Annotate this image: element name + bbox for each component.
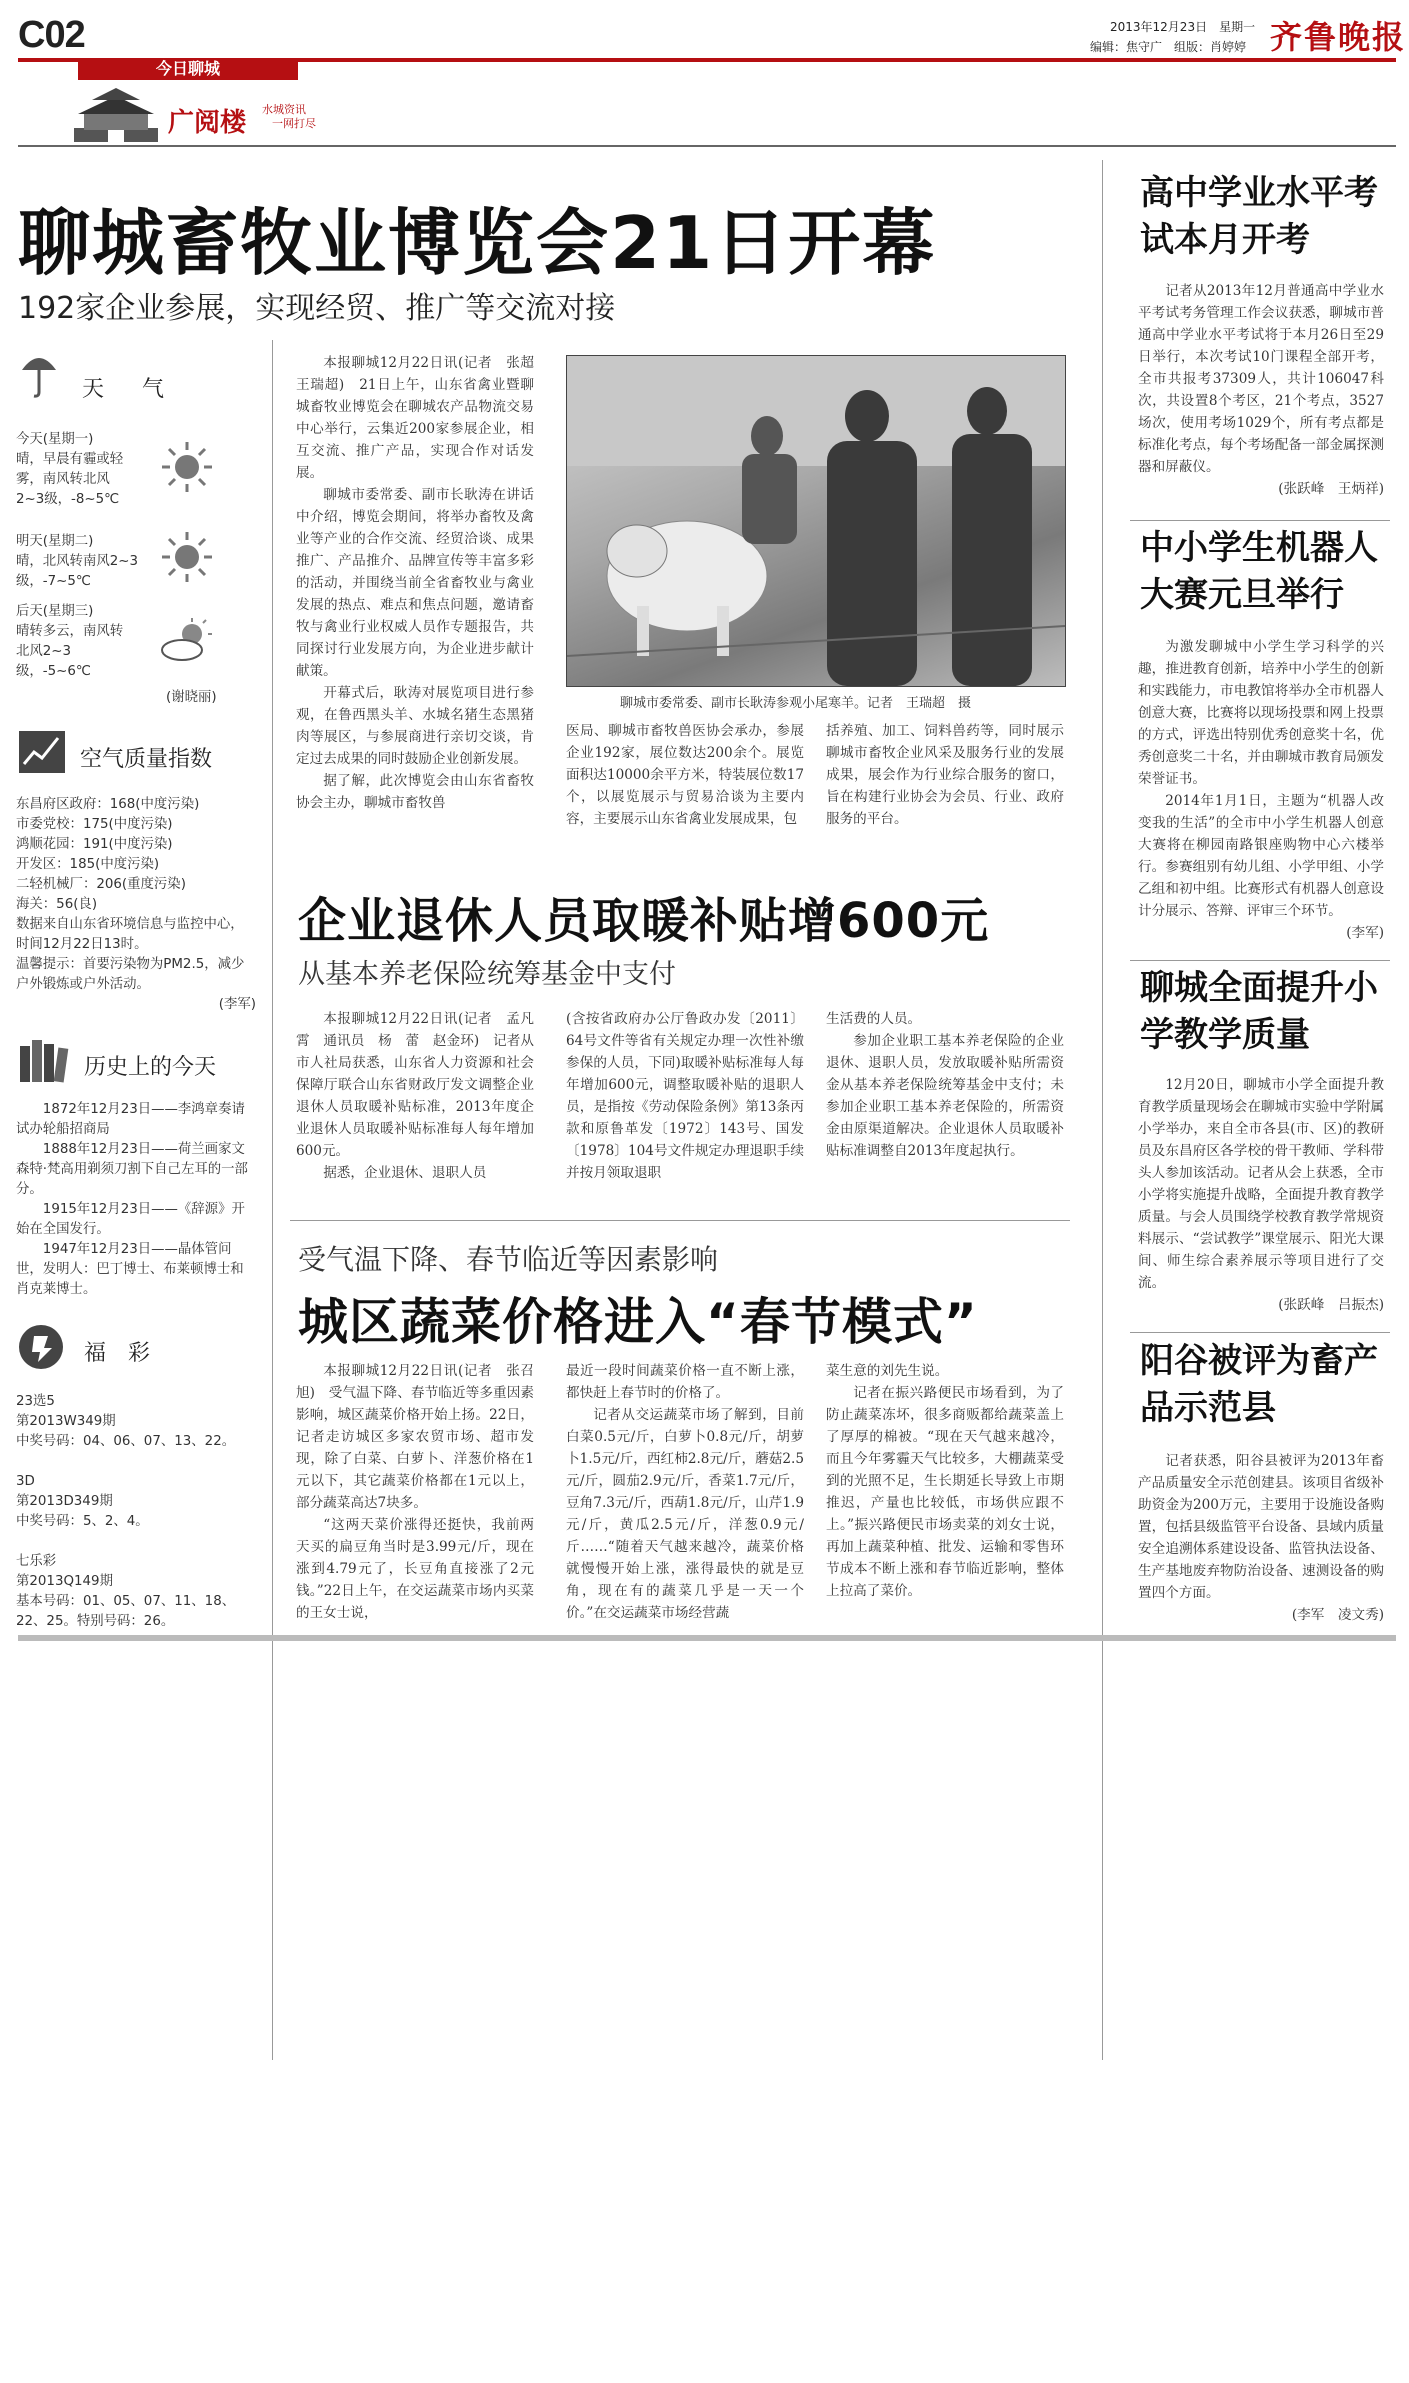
air-item: 鸿顺花园：191(中度污染): [16, 837, 173, 852]
weather-tomorrow-text: 晴，北风转南风2~3级，-7~5℃: [16, 554, 138, 589]
lead-body-col1: [296, 352, 548, 814]
subsidy-col1: [296, 1008, 534, 1184]
weather-byline: (谢晓丽): [166, 690, 217, 705]
lottery-game-name: 七乐彩: [16, 1554, 57, 1569]
right-byline: (张跃峰 吕振杰): [1278, 1297, 1384, 1313]
veg-col3: [826, 1360, 1064, 1602]
lottery-numbers: 中奖号码：04、06、07、13、22。: [16, 1434, 236, 1449]
air-item: 二轻机械厂：206(重度污染): [16, 877, 186, 892]
lottery-game-name: 23选5: [16, 1394, 55, 1409]
lead-subhead: 192家企业参展，实现经贸、推广等交流对接: [18, 291, 616, 326]
umbrella-icon: [20, 350, 58, 398]
right-article-2-title: 中小学生机器人大赛元旦举行: [1140, 528, 1378, 615]
column-slogan-2: 一网打尽: [272, 117, 316, 130]
header-rule: [18, 145, 1396, 147]
veg-col1: [296, 1360, 534, 1624]
right-article-1-body: [1138, 280, 1384, 500]
right-article-2-body: [1138, 636, 1384, 944]
editor-line: 编辑：焦守广 组版：肖婷婷: [1090, 40, 1247, 54]
veg-paragraph: 最近一段时间蔬菜价格一直不断上涨，都快赶上春节时的价格了。: [566, 1363, 804, 1401]
sun-icon: [160, 440, 214, 494]
subsidy-headline: 企业退休人员取暖补贴增600元: [298, 893, 990, 949]
veg-headline: 城区蔬菜价格进入“春节模式”: [298, 1293, 978, 1351]
lottery-issue: 第2013W349期: [16, 1414, 116, 1429]
weather-today-text: 晴，早晨有霾或轻雾，南风转北风2~3级，-8~5℃: [16, 452, 124, 507]
lottery-issue: 第2013D349期: [16, 1494, 113, 1509]
history-title: 历史上的今天: [84, 1055, 217, 1080]
veg-col2: [566, 1360, 804, 1624]
air-item: 开发区：185(中度污染): [16, 857, 160, 872]
lead-paragraph: 开幕式后，耿涛对展览项目进行参观，在鲁西黑头羊、水城名猪生态黑猪肉等展区，与参展商进行亲切交谈，肯定过去成果的同时鼓励企业创新发展。: [296, 685, 534, 767]
right-column-divider: [1102, 160, 1103, 2060]
column-slogan: [262, 103, 316, 131]
lead-headline: 聊城畜牧业博览会21日开幕: [18, 201, 937, 285]
subsidy-paragraph: 参加企业职工基本养老保险的企业退休、退职人员，发放取暖补贴所需资金从基本养老保险统筹基金中支付；未参加企业职工基本养老保险的，所需资金由原渠道解决。企业退休人员取暖补贴标准调整自2013年度起执行。: [826, 1033, 1064, 1159]
weather-after: [16, 602, 136, 682]
right-article-3-body: [1138, 1074, 1384, 1316]
right-paragraph: 2014年1月1日，主题为“机器人改变我的生活”的全市中小学生机器人创意大赛将在柳园南路银座购物中心六楼举行。参赛组别有幼儿组、小学甲组、小学乙组和初中组。比赛形式有机器人创意设计分展示、答辩、评审三个环节。: [1138, 793, 1384, 919]
weather-tomorrow: [16, 532, 146, 592]
veg-paragraph: “这两天菜价涨得还挺快，我前两天买的扁豆角当时是3.99元/斤，现在涨到4.79元了，长豆角直接涨了2元钱。”22日上午，在交运蔬菜市场内买菜的王女士说，: [296, 1517, 534, 1621]
lead-paragraph: 医局、聊城市畜牧兽医协会承办，参展企业192家，展位数达200余个。展览面积达10000余平方米，特装展位数17个，以展览展示与贸易洽谈为主要内容，主要展示山东省禽业发展成果，包: [566, 723, 804, 827]
air-tip: 温馨提示：首要污染物为PM2.5，减少户外锻炼或户外活动。: [16, 957, 245, 992]
right-divider: [1130, 960, 1390, 961]
right-byline: (李军 凌文秀): [1291, 1607, 1384, 1623]
subsidy-col2: [566, 1008, 804, 1184]
subsidy-subhead: 从基本养老保险统筹基金中支付: [298, 959, 676, 990]
right-divider: [1130, 520, 1390, 521]
sun-icon: [160, 530, 214, 584]
subsidy-col3: [826, 1008, 1064, 1162]
weather-title: 天 气: [82, 377, 173, 402]
air-note: 数据来自山东省环境信息与监控中心，时间12月22日13时。: [16, 917, 244, 952]
right-article-4-title: 阳谷被评为畜产品示范县: [1140, 1341, 1378, 1428]
weather-today-label: 今天(星期一): [16, 432, 94, 447]
weather-today: [16, 430, 136, 510]
lottery-numbers: 基本号码：01、05、07、11、18、22、25。特别号码：26。: [16, 1594, 236, 1629]
lottery-issue: 第2013Q149期: [16, 1574, 113, 1589]
history-item: 1888年12月23日——荷兰画家文森特·梵高用剃须刀割下自己左耳的一部分。: [16, 1142, 248, 1197]
veg-paragraph: 记者从交运蔬菜市场了解到，目前白菜0.5元/斤，白萝卜0.8元/斤，胡萝卜1.5元/斤，西红柿2.8元/斤，蘑菇2.5元/斤，圆茄2.9元/斤，香菜1.7元/斤，豆角7.3元/斤，西葫1.8元/斤，山芹1.9元/斤，黄瓜2.5元/斤，洋葱0.9元/斤……“随着天气越来越冷，蔬菜价格就慢慢开始上涨，涨得最快的就是豆角，现在有的蔬菜几乎是一天一个价。”在交运蔬菜市场经营蔬: [566, 1407, 804, 1621]
lottery-numbers: 中奖号码：5、2、4。: [16, 1514, 149, 1529]
lead-body-col3: [826, 720, 1064, 830]
subsidy-paragraph: (含按省政府办公厅鲁政办发〔2011〕64号文件等省有关规定办理一次性补缴参保的人员，下同)取暖补贴标准每人每年增加600元，调整取暖补贴的退职人员，是指按《劳动保险条例》第13条丙款和原鲁革发〔1972〕143号、国发〔1978〕104号文件规定办理退职手续并按月领取退职: [566, 1011, 804, 1181]
lottery-block: [16, 1392, 256, 1632]
left-column-divider: [272, 340, 273, 2060]
lead-photo: [566, 355, 1066, 687]
right-article-3-title: 聊城全面提升小学教学质量: [1140, 968, 1378, 1055]
veg-paragraph: 记者在振兴路便民市场看到，为了防止蔬菜冻坏，很多商贩都给蔬菜盖上了厚厚的棉被。“现在天气越来越冷，而且今年雾霾天气比较多，大棚蔬菜受到的光照不足，生长期延长导致上市期推迟，产量也比较低，市场供应跟不上。”振兴路便民市场卖菜的刘女士说，再加上蔬菜种植、批发、运输和零售环节成本不断上涨和春节临近影响，整体上拉高了菜价。: [826, 1385, 1064, 1599]
history-list: [16, 1100, 256, 1300]
lottery-game-name: 3D: [16, 1474, 35, 1489]
column-slogan-1: 水城资讯: [262, 103, 306, 116]
lottery-icon: [18, 1324, 64, 1370]
air-item: 海关：56(良): [16, 897, 98, 912]
section-divider: [290, 1220, 1070, 1221]
chart-icon: [18, 730, 66, 774]
air-list: [16, 795, 256, 1015]
veg-kicker: 受气温下降、春节临近等因素影响: [298, 1243, 719, 1276]
weather-after-label: 后天(星期三): [16, 604, 94, 619]
lottery-title: 福 彩: [84, 1341, 151, 1366]
right-byline: (李军): [1346, 925, 1384, 941]
lead-paragraph: 括养殖、加工、饲料兽药等，同时展示聊城市畜牧企业风采及服务行业的发展成果，展会作为行业综合服务的窗口，旨在构建行业协会为会员、行业、政府服务的平台。: [826, 723, 1064, 827]
newspaper-logo: 齐鲁晚报: [1270, 18, 1407, 56]
right-paragraph: 12月20日，聊城市小学全面提升教育教学质量现场会在聊城市实验中学附属小学举办，来自全市各县(市、区)的教研员及东昌府区各学校的骨干教师、学科带头人参加该活动。记者从会上获悉，全市小学将实施提升战略，全面提升教育教学质量。与会人员围绕学校教育教学常规资料展示、“尝试教学”课堂展示、阳光大课间、师生综合素养展示等项目进行了交流。: [1138, 1077, 1384, 1291]
right-paragraph: 记者获悉，阳谷县被评为2013年畜产品质量安全示范创建县。该项目省级补助资金为200万元，主要用于设施设备购置，包括县级监管平台设备、县域内质量安全追溯体系建设设备、监管执法设备、生产基地废弃物防治设备、速测设备的购置四个方面。: [1138, 1453, 1384, 1601]
air-byline: (李军): [218, 997, 256, 1012]
city-gate-icon: [70, 88, 162, 142]
veg-paragraph: 本报聊城12月22日讯(记者 张召旭) 受气温下降、春节临近等多重因素影响，城区蔬菜价格开始上扬。22日，记者走访城区多家农贸市场、超市发现，除了白菜、白萝卜、洋葱价格在1元以下，其它蔬菜价格都在1元以上，部分蔬菜高达7块多。: [296, 1363, 534, 1511]
lead-paragraph: 据了解，此次博览会由山东省畜牧协会主办，聊城市畜牧兽: [296, 773, 534, 811]
right-article-4-body: [1138, 1450, 1384, 1626]
right-article-1-title: 高中学业水平考试本月开考: [1140, 173, 1378, 260]
right-paragraph: 为激发聊城中小学生学习科学的兴趣，推进教育创新，培养中小学生的创新和实践能力，市电教馆将举办全市机器人创意大赛，比赛将以现场投票和网上投票的方式，评选出特别优秀创意奖十名，优秀创意奖二十名，并由聊城市教育局颁发荣誉证书。: [1138, 639, 1384, 787]
history-item: 1947年12月23日——晶体管问世，发明人：巴丁博士、布莱顿博士和肖克莱博士。: [16, 1242, 244, 1297]
right-divider: [1130, 1332, 1390, 1333]
date-line: 2013年12月23日 星期一: [1110, 20, 1256, 34]
footer-rule: [18, 1635, 1396, 1641]
lead-paragraph: 本报聊城12月22日讯(记者 张超 王瑞超) 21日上午，山东省禽业暨聊城畜牧业博览会在聊城农产品物流交易中心举行，云集近200家参展企业，相互交流、推广产品，实现合作对话发展。: [296, 355, 548, 481]
books-icon: [18, 1038, 70, 1084]
history-item: 1872年12月23日——李鸿章奏请试办轮船招商局: [16, 1102, 245, 1137]
air-item: 市委党校：175(中度污染): [16, 817, 173, 832]
history-item: 1915年12月23日——《辞源》开始在全国发行。: [16, 1202, 245, 1237]
photo-scene-icon: [567, 356, 1065, 686]
air-item: 东昌府区政府：168(中度污染): [16, 797, 200, 812]
right-paragraph: 记者从2013年12月普通高中学业水平考试考务管理工作会议获悉，聊城市普通高中学业水平考试将于本月26日至29日举行，本次考试10门课程全部开考，全市共报考37309人，共计106047科次，共设置8个考区，21个考点，3527场次，使用考场1029个，所有考点都是标准化考点，每个考场配备一部金属探测器和屏蔽仪。: [1138, 283, 1384, 475]
weather-after-text: 晴转多云，南风转北风2~3级，-5~6℃: [16, 624, 124, 679]
section-tab: 今日聊城: [78, 58, 298, 80]
lead-body-col2: [566, 720, 804, 830]
column-name: 广阅楼: [168, 108, 247, 138]
partly-cloudy-icon: [156, 618, 216, 664]
right-byline: (张跃峰 王炳祥): [1278, 481, 1384, 497]
veg-paragraph: 菜生意的刘先生说。: [826, 1363, 949, 1379]
air-title: 空气质量指数: [80, 747, 213, 772]
subsidy-paragraph: 本报聊城12月22日讯(记者 孟凡霄 通讯员 杨 蕾 赵金环) 记者从市人社局获悉，山东省人力资源和社会保障厅联合山东省财政厅发文调整企业退休人员取暖补贴标准，2013年度企业退休人员取暖补贴标准每人每年增加600元。: [296, 1011, 534, 1159]
page-number: C02: [18, 14, 85, 56]
subsidy-paragraph: 生活费的人员。: [826, 1011, 922, 1027]
weather-tomorrow-label: 明天(星期二): [16, 534, 94, 549]
photo-caption: 聊城市委常委、副市长耿涛参观小尾寒羊。记者 王瑞超 摄: [620, 696, 972, 711]
subsidy-paragraph: 据悉，企业退休、退职人员: [323, 1165, 487, 1181]
lead-paragraph: 聊城市委常委、副市长耿涛在讲话中介绍，博览会期间，将举办畜牧及禽业等产业的合作交流、经贸洽谈、成果推广、产品推介、品牌宣传等丰富多彩的活动，并围绕当前全省畜牧业与禽业发展的热点、难点和焦点问题，邀请畜牧与禽业行业权威人员作专题报告，共同探讨行业发展方向，为企业进步献计献策。: [296, 487, 534, 679]
